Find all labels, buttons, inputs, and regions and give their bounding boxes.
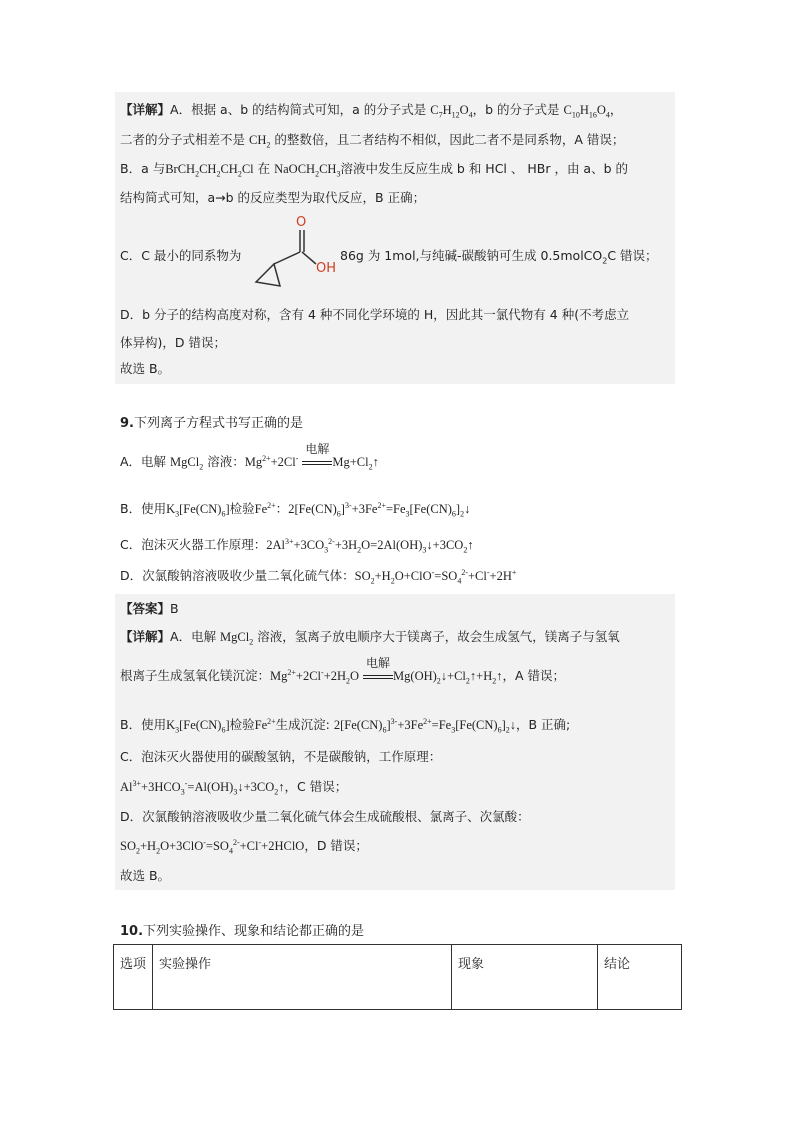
struct-o-label: O [296,215,307,230]
q9-option-c: C．泡沫灭火器工作原理：$2Al^{3+}+3CO_3^{2-}+3H_2O=2Al(OH)_3↓+3CO_2↑$ [120,536,474,555]
q9-exp-4: C．泡沫灭火器使用的碳酸氢钠，不是碳酸钠，工作原理： [120,749,442,764]
q9-option-d: D．次氯酸钠溶液吸收少量二氧化硫气体：$SO_2+H_2O+ClO^-=SO_4^{2-}+Cl^-+2H^+$ [120,567,517,586]
q9-exp-8: 故选 B。 [120,868,171,883]
cyclopropanecarboxylic-acid-structure [250,212,340,292]
q8-line-5: C．C 最小的同系物为 [120,248,242,263]
q9-option-a: A．电解 MgCl$_2$ 溶液：$Mg^{2+}+2Cl^-$ 电解 $Mg+Cl_2↑$ [120,442,379,472]
header-conclusion: 结论 [598,945,682,1010]
q9-exp-6: D．次氯酸钠溶液吸收少量二氧化硫气体会生成硫酸根、氯离子、次氯酸： [120,809,530,824]
table-header-row [114,945,682,1010]
q9-option-b: B．使用$K_3[Fe(CN)_6]$检验$Fe^{2+}$：$2[Fe(CN)_6]^{3-}+3Fe^{2+}=Fe_3[Fe(CN)_6]_2↓$ [120,500,471,519]
header-option: 选项 [114,945,153,1010]
electrolysis-condition-2: 电解 [363,668,393,683]
header-operation: 实验操作 [153,945,452,1010]
q8-line-8: 故选 B。 [120,361,171,376]
q8-line-5b: 86g 为 1mol,与纯碱-碳酸钠可生成 0.5molCO$_2$C 错误； [340,248,658,266]
q9-exp-1: 【详解】A．电解 MgCl$_2$ 溶液，氢离子放电顺序大于镁离子，故会生成氢气，镁离子与氢氧 [120,629,620,647]
q10-title: 10.下列实验操作、现象和结论都正确的是 [120,924,365,939]
explain-tag: 【详解】 [120,102,171,117]
q9-title: 9.下列离子方程式书写正确的是 [120,416,303,431]
q8-line-6: D．b 分子的结构高度对称，含有 4 种不同化学环境的 H，因此其一氯代物有 4 种(不考虑立 [120,307,630,322]
electrolysis-condition: 电解 [302,454,332,469]
q9-exp-2: 根离子生成氢氧化镁沉淀：$Mg^{2+}+2Cl^-+2H_2O$ 电解 $Mg(OH)_2↓+Cl_2↑+H_2↑$，A 错误； [120,656,566,686]
q8-line-1: 【详解】A．根据 a、b 的结构简式可知，a 的分子式是 $C_7H_{12}O_4$，b 的分子式是 $C_{10}H_{16}O_4$， [120,102,623,120]
q8-line-2: 二者的分子式相差不是 $CH_2$ 的整数倍，且二者结构不相似，因此二者不是同系物，A 错误； [120,132,625,150]
header-phenomenon: 现象 [452,945,598,1010]
q10-options-table [113,944,682,1010]
q8-line-7: 体异构)，D 错误； [120,335,226,350]
q8-line-4: 结构简式可知，a→b 的反应类型为取代反应，B 正确； [120,190,426,205]
q8-line-3: B．a 与$BrCH_2CH_2CH_2Cl$ 在 $NaOCH_2CH_3$溶液中发生反应生成 b 和 HCl 、 HBr ，由 a、b 的 [120,161,628,179]
struct-oh-label: OH [316,261,337,276]
q9-answer: 【答案】B [120,601,179,616]
q9-exp-3: B．使用$K_3[Fe(CN)_6]$检验$Fe^{2+}$生成沉淀: $2[Fe(CN)_6]^{3-}+3Fe^{2+}=Fe_3[Fe(CN)_6]_2↓$，B 正确; [120,716,571,735]
q9-exp-5: $Al^{3+}+3HCO_3^-=Al(OH)_3↓+3CO_2↑$，C 错误； [120,778,348,797]
q9-exp-7: $SO_2+H_2O+3ClO^-=SO_4^{2-}+Cl^-+2HClO$，D 错误； [120,837,368,856]
